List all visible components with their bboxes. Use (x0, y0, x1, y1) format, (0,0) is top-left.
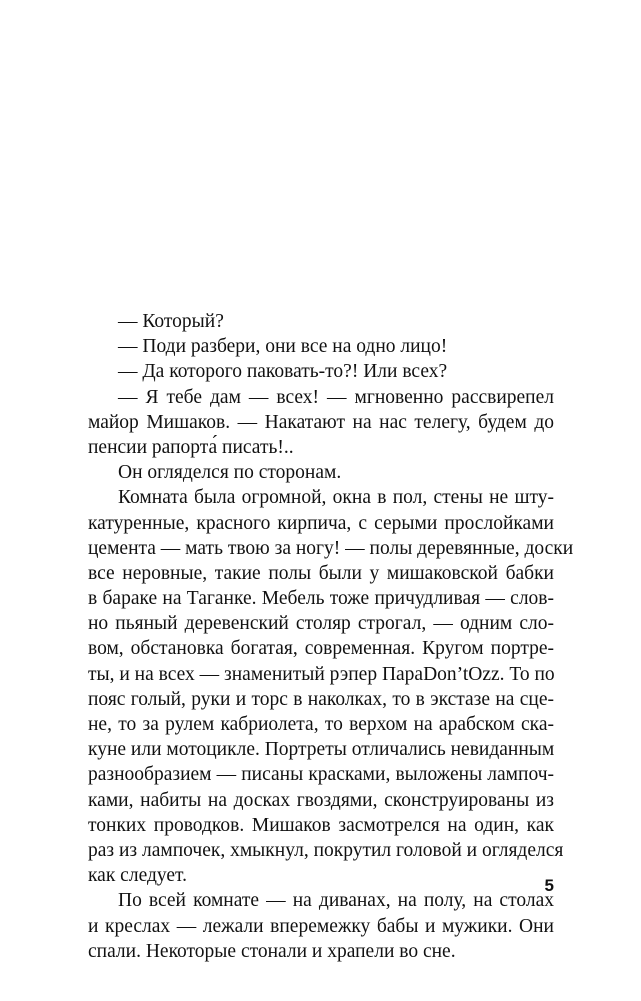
text-line: пенсии рапорта́ писать!.. (88, 436, 294, 458)
text-line: ты, и на всех — знаменитый рэпер ПараDon’tOzz. То по (88, 663, 555, 685)
text-line: — Я тебе дам — всех! — мгновенно рассвирепел (118, 386, 554, 408)
text-line: — Да которого паковать-то?! Или всех? (118, 361, 448, 383)
text-line: По всей комнате — на диванах, на полу, на столах (118, 890, 554, 912)
text-line: все неровные, такие полы были у мишаковской бабки (88, 562, 554, 584)
text-line: тонких проводков. Мишаков засмотрелся на один, как (88, 814, 554, 836)
text-line: пояс голый, руки и торс в наколках, то в экстазе на сце- (88, 688, 554, 710)
text-line: майор Мишаков. — Накатают на нас телегу, будем до (88, 411, 554, 433)
text-line: вом, обстановка богатая, современная. Кругом портре- (88, 638, 554, 660)
text-line: не, то за рулем кабриолета, то верхом на арабском ска- (88, 714, 554, 735)
text-line: Комната была огромной, окна в пол, стены не шту- (118, 487, 554, 509)
text-line: куне или мотоцикле. Портреты отличались невиданным (88, 739, 555, 761)
body-text (88, 309, 574, 964)
text-line: ками, набиты на досках гвоздями, сконструированы из (88, 789, 554, 811)
page-number: 5 (544, 876, 554, 895)
text-line: катуренные, красного кирпича, с серыми прослойками (88, 512, 554, 534)
text-line: как следует. (88, 865, 187, 887)
text-line: в бараке на Таганке. Мебель тоже причудливая — слов- (88, 588, 554, 610)
text-line: спали. Некоторые стонали и храпели во сне. (88, 940, 456, 962)
text-line: раз из лампочек, хмыкнул, покрутил головой и огляделся (88, 839, 564, 861)
text-line: но пьяный деревенский столяр строгал, — одним сло- (88, 613, 554, 635)
text-line: и креслах — лежали вперемежку бабы и мужики. Они (88, 915, 554, 937)
text-line: — Который? (118, 311, 224, 332)
text-line: Он огляделся по сторонам. (118, 462, 342, 484)
text-line: разнообразием — писаны красками, выложены лампоч- (88, 764, 554, 786)
text-line: — Поди разбери, они все на одно лицо! (118, 336, 448, 358)
text-line: цемента — мать твою за ногу! — полы деревянные, доски (88, 537, 574, 559)
